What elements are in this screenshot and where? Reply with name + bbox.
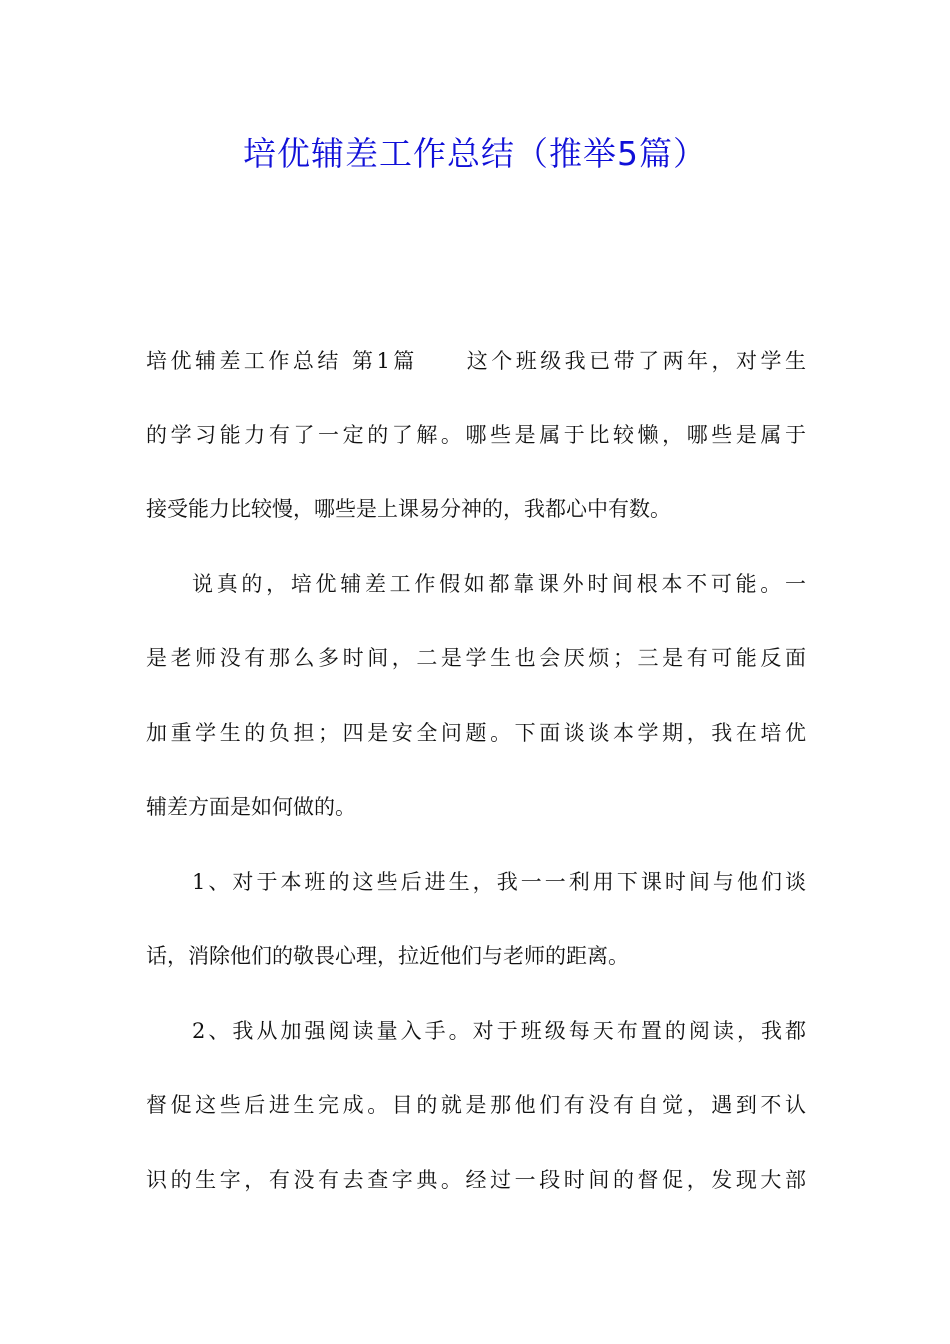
paragraph-line: 1、对于本班的这些后进生，我一一利用下课时间与他们谈	[192, 870, 806, 894]
paragraph-line: 2、我从加强阅读量入手。对于班级每天布置的阅读，我都	[192, 1019, 806, 1043]
paragraph-line: 加重学生的负担；四是安全问题。下面谈谈本学期，我在培优	[146, 721, 806, 745]
paragraph-line: 的学习能力有了一定的了解。哪些是属于比较懒，哪些是属于	[146, 423, 806, 447]
paragraph-line: 培优辅差工作总结 第1篇 这个班级我已带了两年，对学生	[146, 349, 806, 373]
paragraph-line: 话，消除他们的敬畏心理，拉近他们与老师的距离。	[146, 944, 629, 968]
paragraph-line: 接受能力比较慢，哪些是上课易分神的，我都心中有数。	[146, 497, 671, 521]
paragraph-line: 是老师没有那么多时间，二是学生也会厌烦；三是有可能反面	[146, 646, 806, 670]
paragraph-line: 督促这些后进生完成。目的就是那他们有没有自觉，遇到不认	[146, 1093, 806, 1117]
paragraph-line: 辅差方面是如何做的。	[146, 795, 356, 819]
document-title: 培优辅差工作总结（推举5篇）	[243, 134, 707, 173]
paragraph-line: 识的生字，有没有去查字典。经过一段时间的督促，发现大部	[146, 1168, 806, 1192]
paragraph-line: 说真的，培优辅差工作假如都靠课外时间根本不可能。一	[192, 572, 806, 596]
